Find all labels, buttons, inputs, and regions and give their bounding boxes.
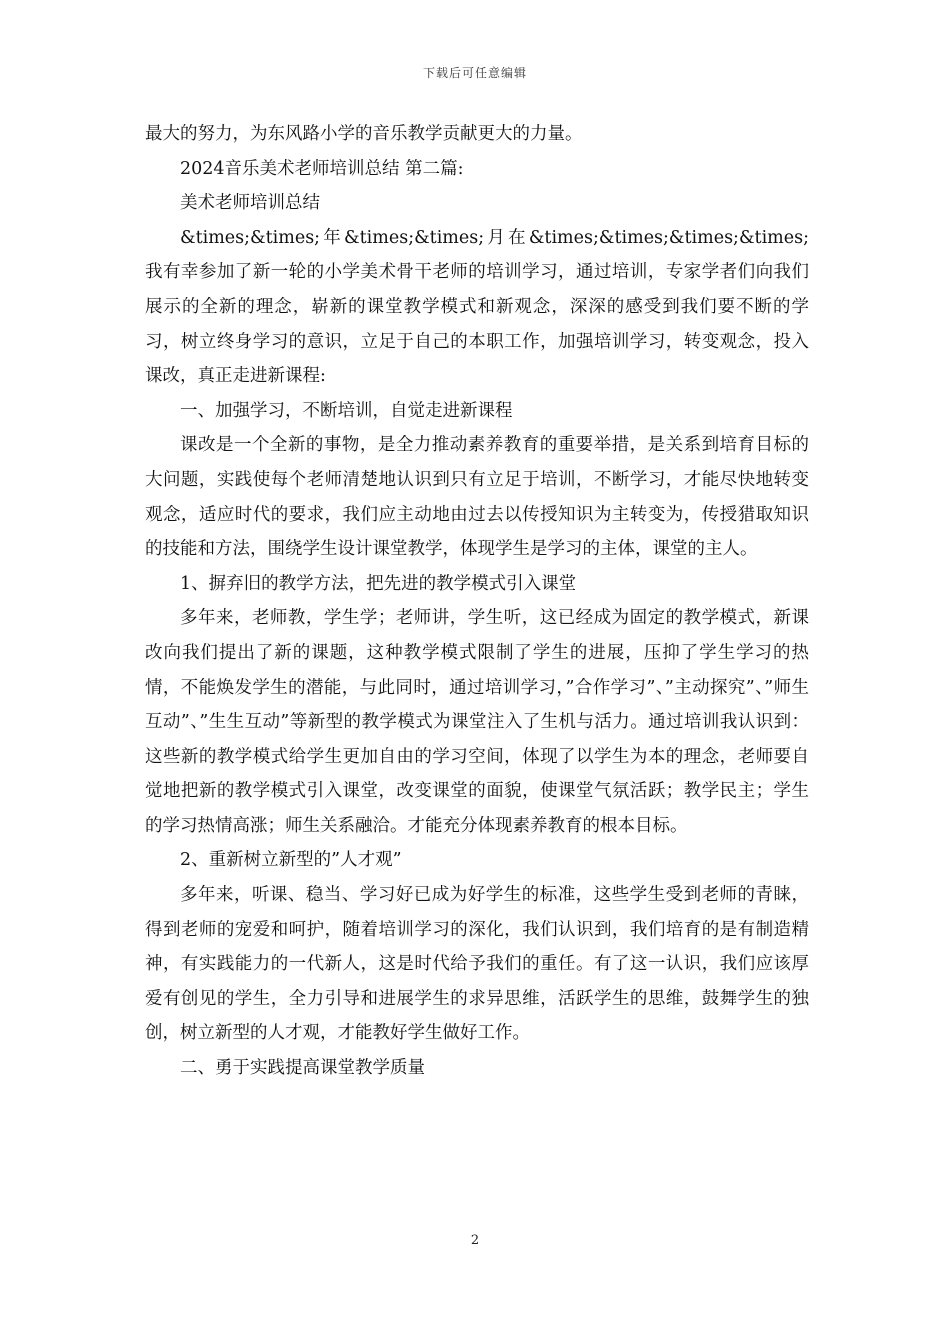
paragraph: 课改是一个全新的事物，是全力推动素养教育的重要举措，是关系到培育目标的大问题，实践使每个老师清楚地认识到只有立足于培训，不断学习，才能尽快地转变观念，适应时代的要求，我们应主动地由过去以传授知识为主转变为，传授猎取知识的技能和方法，围绕学生设计课堂教学，体现学生是学习的主体，课堂的主人。 [145,435,809,560]
article-title: 2024音乐美术老师培训总结 第二篇: [180,158,464,179]
page-number: 2 [470,1233,480,1248]
section-title: 美术老师培训总结 [180,193,320,214]
paragraph: 多年来，老师教，学生学；老师讲，学生听，这已经成为固定的教学模式，新课改向我们提出了新的课题，这种教学模式限制了学生的进展，压抑了学生学习的热情，不能焕发学生的潜能，与此同时，通过培训学习，”合作学习”、”主动探究”、”师生互动”、”生生互动”等新型的教学模式为课堂注入了生机与活力。通过培训我认识到：这些新的教学模式给学生更加自由的学习空间，体现了以学生为本的理念，老师要自觉地把新的教学模式引入课堂，改变课堂的面貌，使课堂气氛活跃；教学民主；学生的学习热情高涨；师生关系融洽。才能充分体现素养教育的根本目标。 [145,608,809,836]
download-note: 下载后可任意编辑 [422,66,527,80]
subheading-2: 2、重新树立新型的”人才观” [180,850,402,871]
paragraph: 最大的努力，为东风路小学的音乐教学贡献更大的力量。 [145,124,583,144]
paragraph: &times;&times;年&times;&times;月在&times;&times;&times;&times;我有幸参加了新一轮的小学美术骨干老师的培训学习，通过培训，专家学者们向我们展示的全新的理念，崭新的课堂教学模式和新观念，深深的感受到我们要不断的学习，树立终身学习的意识，立足于自己的本职工作，加强培训学习，转变观念，投入课改，真正走进新课程: [145,227,809,387]
document-body [145,117,809,1086]
subheading-1: 1、摒弃旧的教学方法，把先进的教学模式引入课堂 [180,573,577,594]
heading-1: 一、加强学习，不断培训，自觉走进新课程 [180,400,513,421]
paragraph: 多年来，听课、稳当、学习好已成为好学生的标准，这些学生受到老师的青睐，得到老师的宠爱和呵护，随着培训学习的深化，我们认识到，我们培育的是有制造精神，有实践能力的一代新人，这是时代给予我们的重任。有了这一认识，我们应该厚爱有创见的学生，全力引导和进展学生的求异思维，活跃学生的思维，鼓舞学生的独创，树立新型的人才观，才能教好学生做好工作。 [145,885,809,1044]
heading-2: 二、勇于实践提高课堂教学质量 [180,1058,425,1079]
